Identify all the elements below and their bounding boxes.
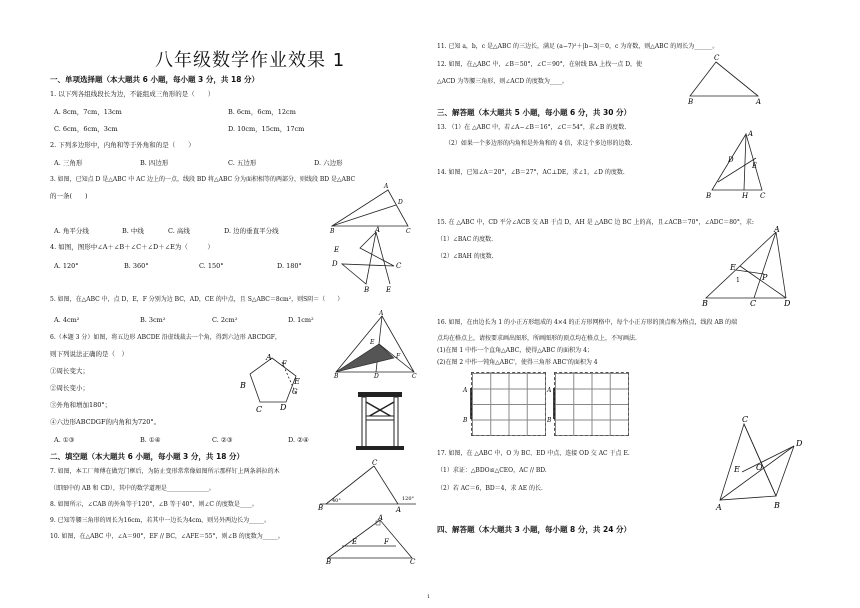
q16-grid1-label-a: A xyxy=(463,387,468,394)
q1-stem: 1. 以下列各组线段长为边，不能组成三角形的是（ ） xyxy=(50,90,215,98)
q4-label-e: E xyxy=(334,246,340,254)
section-1-heading: 一、单项选择题（本大题共 6 小题，每小题 3 分，共 18 分） xyxy=(50,75,260,84)
q10-label-c: C xyxy=(410,558,416,566)
q6-label-e: E xyxy=(294,377,300,386)
q17-label-e: E xyxy=(734,465,740,474)
q6-label-b: B xyxy=(240,381,246,390)
q6-label-a: A xyxy=(266,353,272,362)
q5-label-a: A xyxy=(379,310,384,317)
q15-label-d: D xyxy=(784,299,791,308)
q3-stem-line2: 的一条( ) xyxy=(50,192,88,200)
q5-label-b: B xyxy=(334,373,339,380)
q6-statement-4: ④六边形ABCDGF的内角和为720°。 xyxy=(50,418,161,426)
q15-part1: （1）∠BAC 的度数. xyxy=(437,236,493,243)
q6-statement-2: ②周长变小； xyxy=(50,384,89,392)
q2-option-a: A. 三角形 xyxy=(54,159,83,167)
q3-label-a: A xyxy=(384,183,389,190)
q9-stem: 9. 已知等腰三角形的周长为16cm，若其中一边长为4cm，则另外两边长为_____。 xyxy=(50,517,271,524)
q8-label-b: B xyxy=(318,504,324,512)
q16-stem-line2: 点均在格点上，请按要求画出图形，所画图形的顶点均在格点上，不写画法. xyxy=(437,335,637,342)
q2-option-d: D. 六边形 xyxy=(314,159,343,167)
q8-label-c: C xyxy=(372,459,378,467)
q7-door-frame-figure xyxy=(352,388,408,452)
q17-part1: （1）求证：△BDO≌△CEO，AC // BD. xyxy=(437,467,547,474)
q3-option-c: C. 高线 xyxy=(168,227,190,235)
q5-label-e: E xyxy=(370,339,375,346)
q5-label-f: F xyxy=(396,353,401,360)
q15-label-e: E xyxy=(730,263,736,272)
q5-option-a: A. 4cm² xyxy=(54,316,80,324)
q3-label-b: B xyxy=(330,228,335,235)
q17-label-b: B xyxy=(774,501,780,510)
q3-label-d: D xyxy=(398,199,403,206)
q16-grid2-label-b: B xyxy=(547,417,552,424)
q5-option-c: C. 2cm² xyxy=(212,316,238,324)
q8-label-40: 40° xyxy=(332,498,341,504)
q10-stem: 10. 如图，在△ABC 中，∠A＝90°，EF // BC，∠AFE＝55°，则∠B 的度数为_____。 xyxy=(50,533,284,540)
q2-option-b: B. 四边形 xyxy=(140,159,169,167)
q17-figure xyxy=(714,416,804,512)
q8-label-a: A xyxy=(396,506,402,514)
q13-part1: 13. （1）在 △ABC 中，若∠A−∠B＝16°，∠C＝54°，求∠B 的度数. xyxy=(437,124,627,131)
q15-label-p: P xyxy=(762,273,768,282)
q8-label-120: 120° xyxy=(402,496,415,502)
q14-label-e: E xyxy=(752,162,758,170)
q15-label-c: C xyxy=(750,299,757,308)
q6-stem-line1: 6.（本题 3 分）如图，将五边形 ABCDE 沿虚线裁去一个角，得到六边形 ABCDGF， xyxy=(50,334,281,341)
q4-star-figure xyxy=(330,228,402,292)
q17-label-o: O xyxy=(756,463,763,472)
q5-label-d: D xyxy=(374,373,379,380)
q8-figure xyxy=(318,459,418,514)
q7-stem-line2: （即图中的 AB 和 CD），其中的数学道理是______________。 xyxy=(50,485,215,492)
q1-option-c: C. 6cm，6cm，3cm xyxy=(54,125,118,133)
q10-figure xyxy=(326,516,414,566)
section-3-heading: 三、解答题（本大题共 5 小题，每小题 6 分，共 30 分） xyxy=(437,108,632,117)
q1-option-d: D. 10cm，15cm，17cm xyxy=(228,125,305,133)
page-number: 1 xyxy=(427,594,431,600)
q4-label-a: A xyxy=(375,226,381,234)
q12-label-b: B xyxy=(688,98,694,106)
q4-stem: 4. 如图，图形中∠A＋∠B＋∠C＋∠D＋∠E为（ ） xyxy=(50,243,214,251)
q6-option-c: C. ②③ xyxy=(212,436,233,444)
q15-figure xyxy=(700,226,812,308)
section-2-heading: 二、填空题（本大题共 6 小题，每小题 3 分，共 18 分） xyxy=(50,452,245,461)
q14-stem: 14. 如图，已知∠A＝20°，∠B＝27°，AC⊥DE，求∠1，∠D 的度数. xyxy=(437,169,625,176)
q16-grid1-label-b: B xyxy=(463,417,468,424)
q14-figure xyxy=(704,128,768,200)
section-4-heading: 四、解答题（本大题共 3 小题，每小题 8 分，共 24 分） xyxy=(437,525,632,534)
q4-option-a: A. 120° xyxy=(54,262,79,270)
q2-stem: 2. 下列多边形中，内角和等于外角和的是（ ） xyxy=(50,141,195,149)
q17-stem: 17. 如图，在 △ABC 中，O 为 BC、ED 中点，连接 OD 交 AC 于点 E. xyxy=(437,450,630,457)
q12-figure xyxy=(686,54,786,104)
q14-label-c: C xyxy=(760,192,766,200)
q10-label-e: E xyxy=(352,538,358,546)
q2-option-c: C. 五边形 xyxy=(228,159,257,167)
q12-label-a: A xyxy=(756,98,762,106)
q12-stem-line1: 12. 如图，在△ABC 中，∠B＝50°，∠C＝90°，在射线 BA 上找一点 D，使 xyxy=(437,61,643,68)
q17-part2: （2）若 AC＝6，BD＝4，求 AE 的长. xyxy=(437,485,543,492)
q10-label-f: F xyxy=(384,538,389,546)
q15-label-a: A xyxy=(774,225,780,234)
q10-label-a: A xyxy=(378,514,384,522)
q16-part2: (2)在图 2 中作一钝角△ABC'，使得三角形 ABC'的面积为 4 xyxy=(437,359,598,366)
q3-option-a: A. 角平分线 xyxy=(54,227,89,235)
q6-statement-3: ③外角和增加180°； xyxy=(50,401,112,409)
q5-option-d: D. 1cm² xyxy=(288,316,314,324)
q15-label-1: 1 xyxy=(736,277,740,284)
q3-option-b: B. 中线 xyxy=(122,227,144,235)
q7-stem-line1: 7. 如图，本工厂师傅在做完门框后，为防止变形常常像如图所示那样钉上两条斜拉的木 xyxy=(50,468,280,475)
q5-label-c: C xyxy=(412,373,417,380)
q4-option-c: C. 150° xyxy=(199,262,224,270)
q5-option-b: B. 3cm² xyxy=(140,316,166,324)
q14-label-a: A xyxy=(748,130,754,138)
q5-figure xyxy=(334,310,418,378)
q3-figure xyxy=(330,180,411,235)
q16-segments xyxy=(463,372,633,440)
q12-label-c: C xyxy=(714,54,720,62)
q6-stem-line2: 则下列说法正确的是（ ） xyxy=(50,350,128,358)
q6-pentagon-figure xyxy=(238,352,308,412)
q4-label-f: E xyxy=(386,286,392,294)
q3-option-d: D. 边的垂直平分线 xyxy=(224,227,279,235)
q1-option-b: B. 6cm，6cm，12cm xyxy=(228,108,296,116)
q14-label-h: H xyxy=(742,192,749,200)
q6-option-b: B. ①④ xyxy=(140,436,161,444)
q8-stem: 8. 如图所示，∠CAB 的外角等于120°，∠B 等于40°，则∠C 的度数是____。 xyxy=(50,501,258,508)
q13-part2: （2）如果一个多边形的内角和是外角和的 4 倍，求这个多边形的边数. xyxy=(445,140,633,147)
q6-label-d: D xyxy=(280,403,287,412)
q5-stem: 5. 如图，在△ABC 中，点 D，E，F 分别为边 BC，AD，CE 的中点，且 S△ABC＝8cm²，则S阴＝（ ） xyxy=(50,296,344,303)
page-title: 八年级数学作业效果 1 xyxy=(155,50,346,71)
q1-option-a: A. 8cm，7cm，13cm xyxy=(54,108,122,116)
q6-statement-1: ①周长变大； xyxy=(50,367,89,375)
q15-part2: （2）∠BAH 的度数. xyxy=(437,253,494,260)
q17-label-c: C xyxy=(742,415,749,424)
q17-label-d: D xyxy=(796,439,803,448)
q16-stem-line1: 16. 如图，在由边长为 1 的小正方形组成的 4×4 的正方形网格中，每个小正方形的顶点称为格点，线段 AB 的端 xyxy=(437,319,738,326)
q3-stem-line1: 3. 如图，已知点 D 是△ABC 中 AC 边上的一点，线段 BD 将△ABC 分为面积相等的两部分，则线段 BD 是△ABC xyxy=(50,176,356,183)
q14-label-b: B xyxy=(706,192,712,200)
q14-label-d: D xyxy=(728,156,734,164)
q6-label-f: F xyxy=(282,360,287,368)
q4-label-c: C xyxy=(396,262,402,270)
q6-option-a: A. ①③ xyxy=(54,436,75,444)
q6-label-c: C xyxy=(256,405,263,414)
q4-label-d: D xyxy=(332,260,338,268)
q4-option-b: B. 360° xyxy=(124,262,149,270)
q16-part1: (1)在图 1 中作一个直角△ABC，使得△ABC 的面积为 4； xyxy=(437,347,593,354)
q6-label-g: G xyxy=(292,388,298,396)
q11-stem: 11. 已知 a，b，c 是△ABC 的三边长，满足 (a−7)²＋|b−3|＝0，c 为奇数，则△ABC 的周长为______。 xyxy=(437,43,719,50)
q4-label-b: B xyxy=(364,286,370,294)
q4-option-d: D. 180° xyxy=(277,262,302,270)
q15-label-b: B xyxy=(702,299,708,308)
q12-stem-line2: △ACD 为等腰三角形，则∠ACD 的度数为____。 xyxy=(437,78,568,85)
q3-label-c: C xyxy=(406,228,411,235)
q15-stem: 15. 在 △ABC 中，CD 平分∠ACB 交 AB 于点 D，AH 是 △ABC 边 BC 上的高，且∠ACB＝70°，∠ADC＝80°，求: xyxy=(437,219,754,226)
q10-label-b: B xyxy=(326,558,332,566)
q16-grid2-label-a: A xyxy=(547,387,552,394)
q6-option-d: D. ②④ xyxy=(288,436,309,444)
q17-label-a: A xyxy=(716,503,722,512)
